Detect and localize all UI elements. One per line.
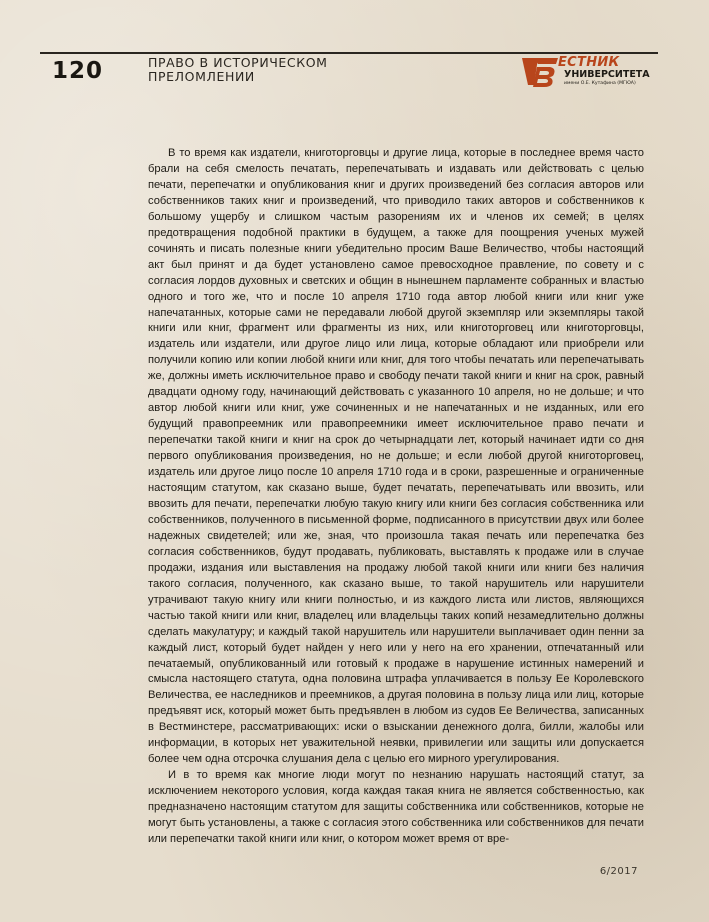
article-body	[148, 146, 644, 848]
logo-subtitle: УНИВЕРСИТЕТА	[564, 69, 650, 80]
logo-small-text: имени О.Е. Кутафина (МГЮА)	[564, 81, 636, 86]
header-rule	[40, 52, 658, 54]
section-title-line-2: ПРЕЛОМЛЕНИИ	[148, 69, 255, 84]
page-header	[40, 52, 658, 92]
logo-v-mark-icon	[520, 55, 560, 89]
section-title-line-1: ПРАВО В ИСТОРИЧЕСКОМ	[148, 55, 328, 70]
article-paragraph: В то время как издатели, книготорговцы и другие лица, которые в последнее время часто брали на себя смелость печатать, перепечатывать и издавать или действовать с целью печати, перепечатки и опубликования книг и других произведений без согласия авторов или собственников таких книг и произведений, что приводило таких авторов и собственников к большому ущербу и слишком частым разорениям их и членов их семей; в целях предотвращения подобной практики в будущем, а также для поощрения ученых мужей сочинять и писать полезные книги убедительно просим Ваше Величество, чтобы настоящий акт был принят и да будет установлено самое превосходное правление, по совету и с согласия лордов духовных и светских и общин в нынешнем парламенте собранных и властью одного и того же, что и после 10 апреля 1710 года автор любой книги или книг уже напечатанных, которые сами не передавали любой другой экземпляр или экземпляры такой книги или книг, фрагмент или фрагменты из них, или книготорговец или книготорговцы, издатель или издатели, или другое лицо или лица, которые обладают или приобрели или получили копию или копии любой книги или книг, для того чтобы печатать или перепечатывать же, должны иметь исключительное право и свободу печати такой книги и книг на срок, равный двадцати одному году, начинающий действовать с указанного 10 апреля, но не дольше; и что автор любой книги или книг, уже сочиненных и не напечатанных и не изданных, или его будущий правопреемник или правопреемники имеет исключительное право печати и перепечатки такой книги и книг на срок до четырнадцати лет, который начинает идти со дня первого опубликования произведения, но не дольше; и если любой другой книготорговец, издатель или другое лицо после 10 апреля 1710 года и в сроки, разрешенные и ограниченные настоящим статутом, как сказано выше, будет печатать, перепечатывать или ввозить, или ввозить для печати, перепечатки любую такую книгу или книги без согласия собственника или собственников, полученного в письменной форме, подписанного в присутствии двух или более надежных свидетелей; или же, зная, что произошла такая печать или перепечатка без согласия собственников, будут продавать, публиковать, выставлять к продаже или в случае продажи, издания или выставления на продажу любой такой книги или книги без наличия такого согласия, полученного, как сказано выше, то такой нарушитель или нарушители утрачивают такую книгу или книги полностью, и из каждого листа или листов, являющихся частью такой книги или книг, владелец или владельцы таких копий незамедлительно должны сделать макулатуру; и каждый такой нарушитель или нарушители выплачивает один пенни за каждый лист, который будет найден у него или у него на его хранении, отпечатанный или печатаемый, опубликованный или готовый к продаже в нарушение истинных намерений и смысла настоящего статута, одна половина штрафа уплачивается в пользу Ее Королевского Величества, ее наследников и преемников, а другая половина в пользу лица или лиц, которые предъявят иск, который может быть предъявлен в любом из судов Ее Величества, записанных в Вестминстере, рассматривающих: иски о взыскании денежного долга, билли, жалобы или информации, в которых нет уважительной неявки, привилегии или защиты или допускается более чем одна отсрочка слушания дела с целью его мирного урегулирования.	[148, 147, 644, 766]
article-paragraph: И в то время как многие люди могут по незнанию нарушать настоящий статут, за исключением некоторого условия, когда каждая такая книга не является собственностью, как предназначено настоящим статутом для защиты собственника или собственников, которые не могут быть установлены, а также с согласия этого собственника или собственников для печати или перепечатки такой книги или книг, о котором может время от вре-	[148, 769, 644, 845]
section-title	[148, 56, 408, 84]
logo-name: ЕСТНИК	[558, 55, 620, 70]
journal-logo	[520, 55, 658, 89]
page-number: 120	[52, 58, 104, 84]
issue-number: 6/2017	[599, 866, 638, 877]
